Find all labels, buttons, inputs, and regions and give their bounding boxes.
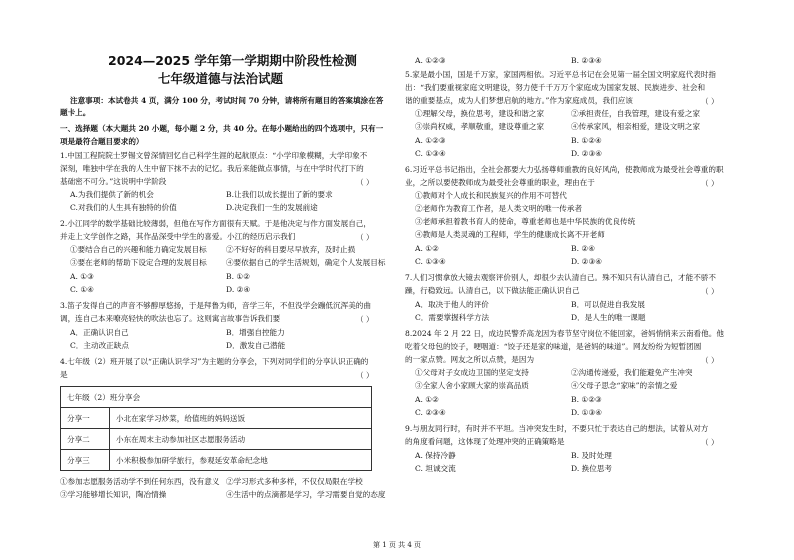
table-cell: 分享三 [61, 450, 110, 471]
statement: ④传承家风，相亲相爱，建设文明之家 [571, 122, 701, 131]
table-cell: 分享一 [61, 408, 110, 429]
option-a: A. ①②③ [415, 136, 446, 145]
section-heading: 项是最符合题目要求的） [60, 137, 144, 146]
option-b: B. ②③④ [571, 56, 602, 65]
notice-line: 注意事项：本试卷共 4 页，满分 100 分，考试时间 70 分钟，请将所有题目的答案填涂在答 [70, 96, 384, 105]
option-a: A．取决于他人的评价 [415, 300, 489, 309]
table-row [61, 387, 372, 408]
option-d: D. ②③④ [571, 149, 603, 158]
answer-paren: （ ） [701, 179, 719, 188]
option-d: D. ①③④ [571, 408, 603, 417]
table-cell: 小东在周末主动参加社区志愿服务活动 [110, 429, 372, 450]
section-heading: 一、选择题（本大题共 20 小题，每小题 2 分，共 40 分。在每小题给出的四个选项中，只有一 [60, 124, 384, 133]
option-c: C. ①④ [70, 285, 94, 294]
question-text: 7.人们习惯拿放大镜去观察评价别人，却很少去认清自己。殊不知只有认清自己，才能不骄不 [405, 273, 716, 282]
question-text: 业，之所以要使教师成为最受社会尊重的职业，理由在于 [405, 178, 595, 187]
option-d: D. 换位思考 [571, 464, 613, 473]
answer-paren: （ ） [356, 315, 374, 324]
question-text: 调，连自己本来嘹亮轻快的吹法也忘了。这则寓言故事告诉我们要 [60, 314, 281, 323]
option-d: D. ②④ [226, 285, 251, 294]
option-d: D. ②③④ [571, 257, 603, 266]
question-text: 并走上文学创作之路，其作品深受中学生的喜爱。小江的经历启示我们 [60, 232, 296, 241]
option-c: C. ①③④ [415, 257, 446, 266]
question-text: 出：“我们要重视家庭文明建设，努力使千千万万个家庭成为国家发展、民族进步、社会和 [405, 83, 706, 92]
option-b: B. ①② [226, 272, 251, 281]
table-cell: 分享二 [61, 429, 110, 450]
statement: ②沟通传递爱，我们能避免产生冲突 [571, 368, 693, 377]
statement: ②老师作为教育工作者，是人类文明的唯一传承者 [415, 204, 583, 213]
statement: ②承担责任，自我管理，建设有爱之家 [571, 109, 701, 118]
option-a: A. ①② [415, 395, 439, 404]
statement: ②不好好的科目要尽早放弃，及时止损 [226, 245, 356, 254]
option-c: C.对我们的人生具有独特的价值 [70, 203, 177, 212]
option-b: B. ①②④ [571, 136, 602, 145]
answer-paren: （ ） [356, 371, 374, 380]
option-a: A.为我们提供了新的机会 [70, 190, 154, 199]
option-a: A．正确认识自己 [70, 328, 129, 337]
question-text: 的角度看问题，这体现了处理冲突的正确策略是 [405, 437, 565, 446]
table-row [61, 408, 372, 429]
table-cell: 七年级（2）班分享会 [61, 387, 372, 408]
option-b: B. 及时处理 [571, 451, 612, 460]
answer-paren: （ ） [701, 97, 719, 106]
share-table [60, 386, 372, 471]
statement: ④要依据自己的学生活规划，确定个人发展目标 [226, 258, 386, 267]
question-text: 躁，行稳致远。认清自己，以下做法能正确认识自己 [405, 286, 580, 295]
option-b: B. ①②③ [571, 395, 602, 404]
option-b: B. ②④ [571, 244, 596, 253]
question-text: 1.中国工程院院士罗锡文曾深情回忆自己科学生涯的起航原点：“小学印象模糊，大学印象不 [60, 151, 368, 160]
statement: ③要在老师的帮助下设定合理的发展目标 [70, 258, 207, 267]
statement: ③崇尚权威，孝顺敬重，建设尊重之家 [415, 122, 545, 131]
statement: ①要结合自己的兴趣和能力确定发展目标 [70, 245, 207, 254]
option-c: C. 坦诚交流 [415, 464, 456, 473]
option-a: A. ①② [415, 244, 439, 253]
option-c: C. ②③④ [415, 408, 446, 417]
answer-paren: （ ） [701, 287, 719, 296]
statement: ④教师是人类灵魂的工程师，学生的健康成长离不开老师 [415, 230, 605, 239]
option-c: C．需要掌握科学方法 [415, 313, 490, 322]
question-text: 6.习近平总书记指出，全社会都要大力弘扬尊师重教的良好风尚，使教师成为最受社会尊重的职 [405, 165, 724, 174]
option-c: C．主动改正缺点 [70, 341, 129, 350]
question-text: 吃着父母包的饺子，哽咽道：“饺子还是家的味道，是爸妈的味道”。网友纷纷为短暂团圆 [405, 342, 702, 351]
table-cell: 小米积极参加研学旅行，参观延安革命纪念地 [110, 450, 372, 471]
option-b: B．增强自控能力 [226, 328, 285, 337]
statement: ③学习能够增长知识，陶冶情操 [60, 490, 167, 499]
question-text: 3.笛子发得自己的声音不够醇厚悠扬，于是拜鲁为师，音学三年，不但没学会蹦低沉浑美的曲 [60, 301, 371, 310]
answer-paren: （ ） [356, 178, 374, 187]
question-text: 8.2024 年 2 月 22 日，成边民警乔高龙因为春节坚守岗位不能回家，爸妈悄悄来云南看他。他 [405, 329, 724, 338]
answer-paren: （ ） [356, 233, 374, 242]
statement: ①参加志愿服务活动学不到任何东西，没有意义 [60, 477, 220, 486]
statement: ④生活中的点滴都是学习，学习需要自觉的态度 [226, 490, 386, 499]
statement: ③老师承担着教书育人的使命，尊重老师也是中华民族的优良传统 [415, 217, 636, 226]
question-text: 谐的重要基点，成为人们梦想启航的地方。”作为家庭成员，我们应该 [405, 96, 633, 105]
option-a: A. 保持冷静 [415, 451, 456, 460]
option-b: B．可以促进自我发展 [571, 300, 645, 309]
exam-title: 2024—2025 学年第一学期期中阶段性检测 [108, 53, 357, 68]
option-a: A. ①②③ [415, 56, 446, 65]
question-text: 5.家是最小国，国是千万家，家国两相依。习近平总书记在会见第一届全国文明家庭代表时指 [405, 70, 716, 79]
option-d: D．是人生的唯一课题 [571, 313, 646, 322]
exam-subtitle: 七年级道德与法治试题 [158, 71, 284, 86]
question-text: 是 [60, 370, 68, 379]
answer-paren: （ ） [701, 356, 719, 365]
statement: ④父母子思念“家味”的亲情之爱 [571, 381, 678, 390]
statement: ①父母对子女成边卫国的坚定支持 [415, 368, 529, 377]
page-footer: 第 1 页 共 4 页 [372, 541, 422, 549]
option-c: C. ①③④ [415, 149, 446, 158]
option-d: D．激发自己潜能 [226, 341, 286, 350]
statement: ①教师对个人成长和民族复兴的作用不可替代 [415, 191, 567, 200]
option-d: D.决定我们一生的发展前途 [226, 203, 318, 212]
question-text: 的一家点赞。网友之所以点赞，是因为 [405, 355, 535, 364]
statement: ③全家人舍小家顾大家的崇高品质 [415, 381, 529, 390]
statement: ②学习形式多种多样，不仅仅局限在学校 [226, 477, 363, 486]
statement: ①理解父母，换位思考，建设和谐之家 [415, 109, 545, 118]
option-a: A. ①③ [70, 272, 94, 281]
answer-paren: （ ） [701, 438, 719, 447]
option-b: B.让我们以成长提出了新的要求 [226, 190, 333, 199]
table-row [61, 429, 372, 450]
question-text: 2.小江同学的数学基础比较薄弱，但他在写作方面很有天赋。于是他决定与作方面发展自己， [60, 219, 371, 228]
table-row [61, 450, 372, 471]
table-cell: 小北在家学习炒菜，给值班的妈妈送饭 [110, 408, 372, 429]
question-text: 深刻，唯独中学在我的人生中留下抹不去的记忆。我后来能做点事情，与在中学时代打下的 [60, 164, 364, 173]
question-text: 基础密不可分。”这说明中学阶段 [60, 177, 167, 186]
notice-line: 题卡上。 [60, 108, 91, 117]
question-text: 4.七年级（2）班开展了以“正确认识学习”为主题的分享会，下列对同学们的分享认识正确的 [60, 357, 369, 366]
question-text: 9.与朋友同行时，有时并不平坦。当冲突发生时，不要只忙于表达自己的想法，试着从对方 [405, 424, 709, 433]
